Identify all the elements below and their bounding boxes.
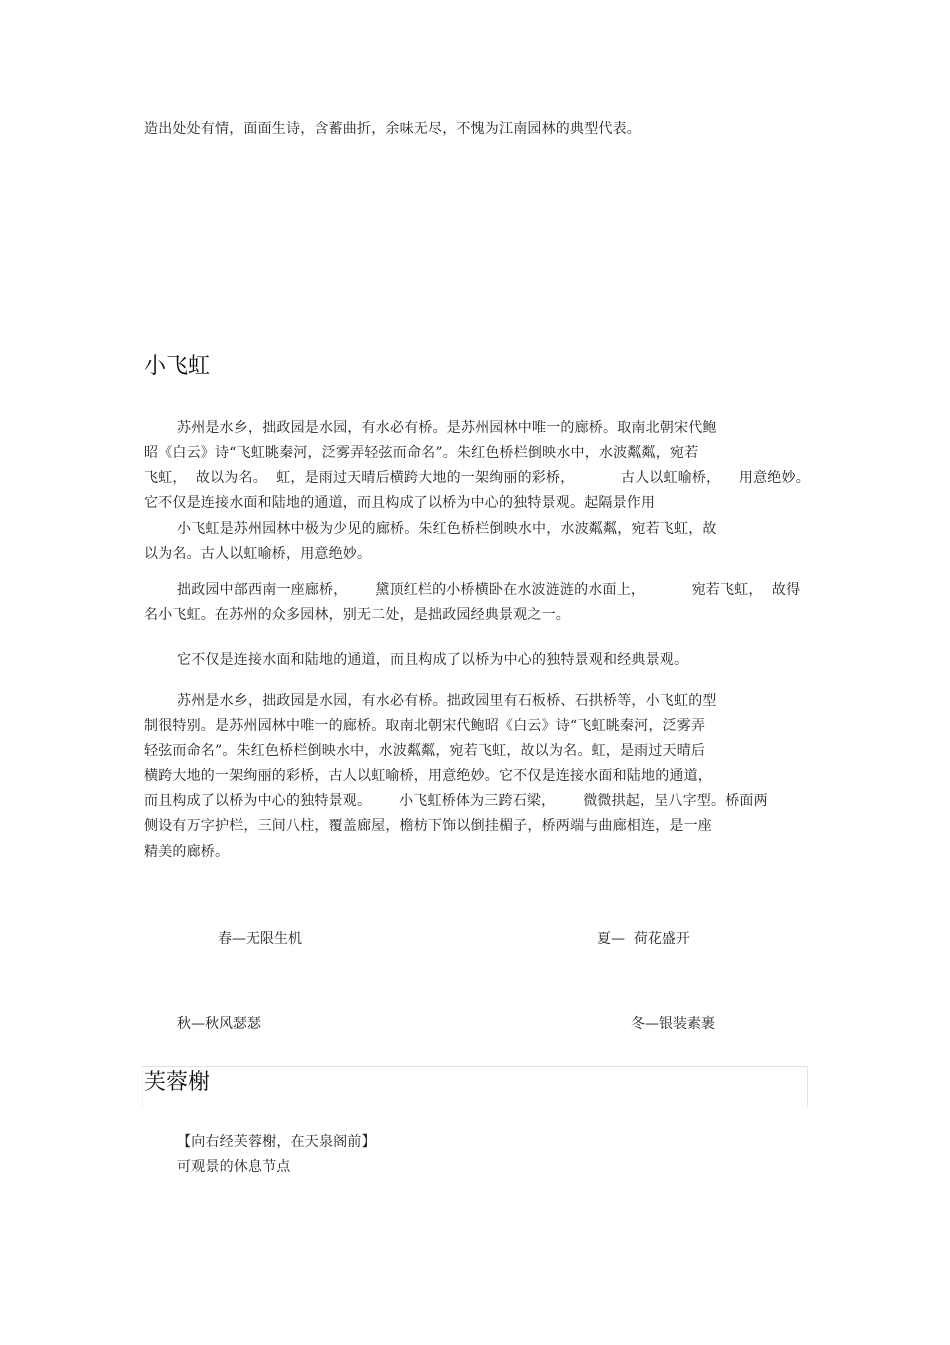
season-caption-autumn: 秋—秋风瑟瑟 <box>177 1016 261 1032</box>
paragraph-line: 小飞虹是苏州园林中极为少见的廊桥。朱红色桥栏倒映水中，水波粼粼，宛若飞虹，故 <box>177 521 717 537</box>
section-title-furongxie: 芙蓉榭 <box>144 1070 211 1095</box>
paragraph-line: 【向右经芙蓉榭，在天泉阁前】 <box>177 1134 376 1150</box>
paragraph-line: 昭《白云》诗“飞虹眺秦河，泛雾弄轻弦而命名”。朱红色桥栏倒映水中，水波粼粼，宛若 <box>144 445 699 461</box>
paragraph-line: 轻弦而命名”。朱红色桥栏倒映水中，水波粼粼，宛若飞虹，故以为名。虹，是雨过天晴后 <box>144 743 706 759</box>
season-caption-summer: 夏— 荷花盛开 <box>597 931 690 947</box>
paragraph-line: 它不仅是连接水面和陆地的通道，而且构成了以桥为中心的独特景观。起隔景作用 <box>144 495 656 511</box>
paragraph-line: 而且构成了以桥为中心的独特景观。 小飞虹桥体为三跨石梁， 微微拱起，呈八字型。桥面两 <box>144 793 768 809</box>
paragraph-line: 拙政园中部西南一座廊桥， 黛顶红栏的小桥横卧在水波涟涟的水面上， 宛若飞虹， 故得 <box>177 582 801 598</box>
paragraph-line: 飞虹， 故以为名。 虹，是雨过天晴后横跨大地的一架绚丽的彩桥， 古人以虹喻桥， 用意绝妙。 <box>144 470 810 486</box>
paragraph-line: 它不仅是连接水面和陆地的通道，而且构成了以桥为中心的独特景观和经典景观。 <box>177 652 689 668</box>
paragraph-line: 名小飞虹。在苏州的众多园林，别无二处，是拙政园经典景观之一。 <box>144 607 570 623</box>
season-caption-winter: 冬—银装素裹 <box>631 1016 715 1032</box>
paragraph-line: 横跨大地的一架绚丽的彩桥，古人以虹喻桥，用意绝妙。它不仅是连接水面和陆地的通道， <box>144 768 712 784</box>
paragraph-line: 苏州是水乡，拙政园是水园，有水必有桥。拙政园里有石板桥、石拱桥等，小飞虹的型 <box>177 693 717 709</box>
paragraph-line: 精美的廊桥。 <box>144 844 230 860</box>
paragraph-line: 可观景的休息节点 <box>177 1159 291 1175</box>
season-caption-spring: 春—无限生机 <box>218 931 302 947</box>
paragraph-line: 侧设有万字护栏，三间八柱，覆盖廊屋，檐枋下饰以倒挂楣子，桥两端与曲廊相连，是一座 <box>144 818 712 834</box>
paragraph-line: 苏州是水乡，拙政园是水园，有水必有桥。是苏州园林中唯一的廊桥。取南北朝宋代鲍 <box>177 420 717 436</box>
intro-paragraph: 造出处处有情，面面生诗，含蓄曲折，余味无尽，不愧为江南园林的典型代表。 <box>144 121 641 137</box>
section-title-frame <box>142 1066 808 1107</box>
section-title-xiaofeihong: 小飞虹 <box>144 354 211 379</box>
paragraph-line: 制很特别。是苏州园林中唯一的廊桥。取南北朝宋代鲍昭《白云》诗“飞虹眺秦河，泛雾弄 <box>144 718 706 734</box>
paragraph-line: 以为名。古人以虹喻桥，用意绝妙。 <box>144 546 372 562</box>
